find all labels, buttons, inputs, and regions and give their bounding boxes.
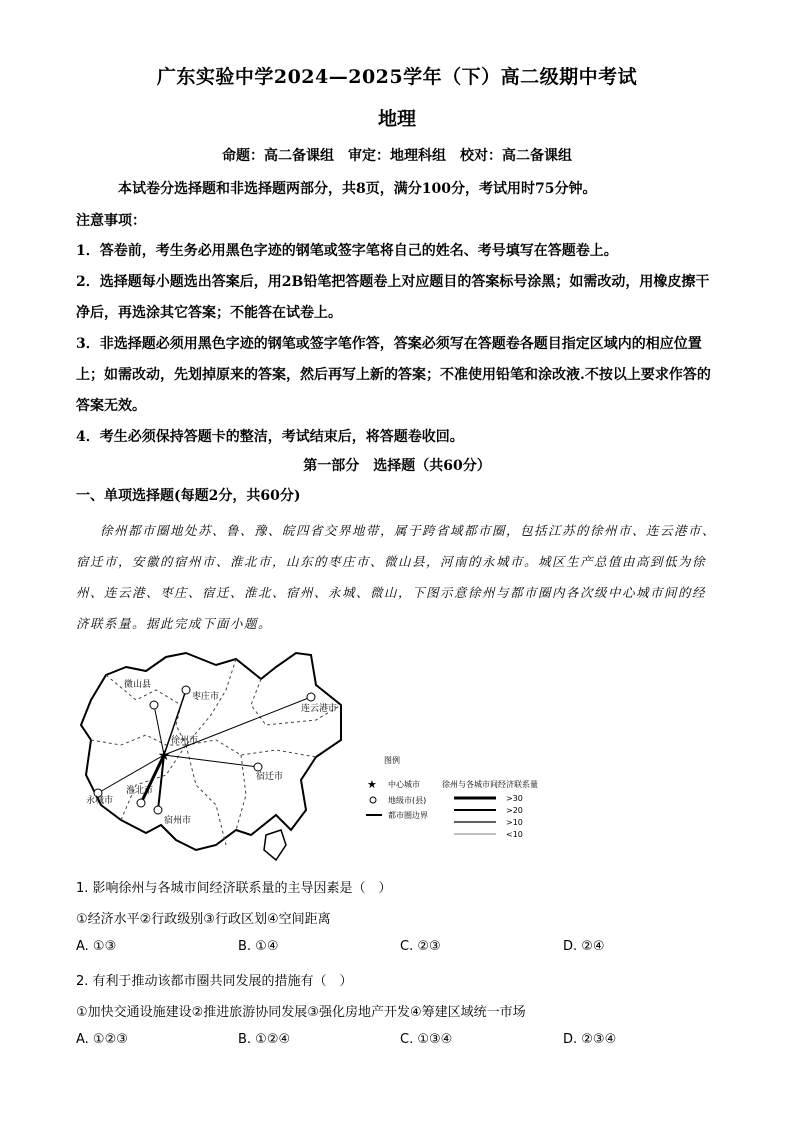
legend-center: 中心城市 [388, 780, 420, 789]
passage-text: 徐州都市圈地处苏、鲁、豫、皖四省交界地带，属于跨省域都市圈，包括江苏的徐州市、连云港市、宿迁市，安徽的宿州市、淮北市，山东的枣庄市、微山县，河南的永城市。城区生产总值由高到低为徐州、连云港、枣庄、宿迁、淮北、宿州、永城、微山，下图示意徐州与都市圈内各次级中心城市间的经济联系量。据此完成下面小题。 [76, 523, 717, 631]
legend-flow-4: <10 [506, 830, 523, 839]
note-item: 4．考生必须保持答题卡的整洁，考试结束后，将答题卷收回。 [76, 429, 464, 445]
exam-subject: 地理 [377, 108, 416, 130]
label-suzhou: 宿州市 [164, 816, 192, 826]
legend-flow-2: >20 [506, 806, 523, 815]
question-2-option-b[interactable]: B. ①②④ [238, 1032, 291, 1047]
question-2-option-a[interactable]: A. ①②③ [76, 1032, 128, 1047]
label-xuzhou: 徐州市 [171, 736, 199, 746]
label-yongcheng: 永城市 [86, 796, 114, 806]
legend-title: 图例 [384, 756, 400, 765]
question-1-option-a[interactable]: A. ①③ [76, 939, 117, 954]
exam-title: 广东实验中学2024—2025学年（下）高二级期中考试 [156, 66, 638, 88]
question-2-items: ①加快交通设施建设②推进旅游协同发展③强化房地产开发④筹建区域统一市场 [76, 1005, 526, 1020]
label-lianyungang: 连云港市 [301, 704, 338, 714]
legend-boundary: 都市圈边界 [388, 811, 428, 820]
legend-flow-3: >10 [506, 818, 523, 827]
label-suqian: 宿迁市 [256, 772, 284, 782]
section-heading: 一、单项选择题(每题2分，共60分) [76, 488, 301, 504]
question-1-stem: 1. 影响徐州与各城市间经济联系量的主导因素是（ ） [76, 881, 392, 896]
label-weishan: 微山县 [124, 680, 152, 690]
lianyungang-marker [307, 693, 315, 701]
question-1-items: ①经济水平②行政级别③行政区划④空间距离 [76, 912, 331, 927]
xuzhou-metro-map [76, 645, 576, 865]
question-1-option-c[interactable]: C. ②③ [400, 939, 441, 954]
question-2-option-d[interactable]: D. ②③④ [563, 1032, 617, 1047]
xuzhou-star-icon: ★ [157, 748, 171, 764]
note-item: 2．选择题每小题选出答案后，用2B铅笔把答题卷上对应题目的答案标号涂黑；如需改动，用橡皮擦干净后，再选涂其它答案；不能答在试卷上。 [76, 274, 710, 321]
suzhou-marker [154, 806, 162, 814]
map-legend [366, 755, 538, 839]
legend-star-icon: ★ [367, 778, 377, 791]
question-1-option-b[interactable]: B. ①④ [238, 939, 279, 954]
part-heading: 第一部分 选择题（共60分） [303, 458, 491, 474]
metro-boundary [81, 653, 341, 850]
note-item: 1．答卷前，考生务必用黑色字迹的钢笔或签字笔将自己的姓名、考号填写在答题卷上。 [76, 243, 618, 259]
question-1-option-d[interactable]: D. ②④ [563, 939, 605, 954]
exam-credits: 命题：高二备课组 审定：地理科组 校对：高二备课组 [222, 148, 572, 164]
note-item: 3．非选择题必须用黑色字迹的钢笔或签字笔作答，答案必须写在答题卷各题目指定区域内的相应位置上；如需改动，先划掉原来的答案，然后再写上新的答案；不准使用铅笔和涂改液.不按以上要求作答的答案无效。 [76, 336, 711, 414]
legend-prefecture: 地级市(县) [388, 796, 427, 805]
label-zaozhuang: 枣庄市 [192, 692, 220, 702]
suqian-marker [254, 763, 262, 771]
legend-flow-1: >30 [506, 794, 523, 803]
weishan-marker [150, 701, 158, 709]
notes-heading: 注意事项： [76, 213, 146, 229]
huaibei-marker [137, 799, 145, 807]
question-2-option-c[interactable]: C. ①③④ [400, 1032, 453, 1047]
legend-circle-icon [370, 797, 376, 803]
legend-flow-title: 徐州与各城市间经济联系量 [442, 780, 538, 789]
question-2-stem: 2. 有利于推动该都市圈共同发展的措施有（ ） [76, 974, 353, 989]
exam-intro: 本试卷分选择题和非选择题两部分，共8页，满分100分，考试用时75分钟。 [118, 181, 597, 197]
zaozhuang-marker [182, 686, 190, 694]
label-huaibei: 淮北市 [126, 786, 154, 796]
